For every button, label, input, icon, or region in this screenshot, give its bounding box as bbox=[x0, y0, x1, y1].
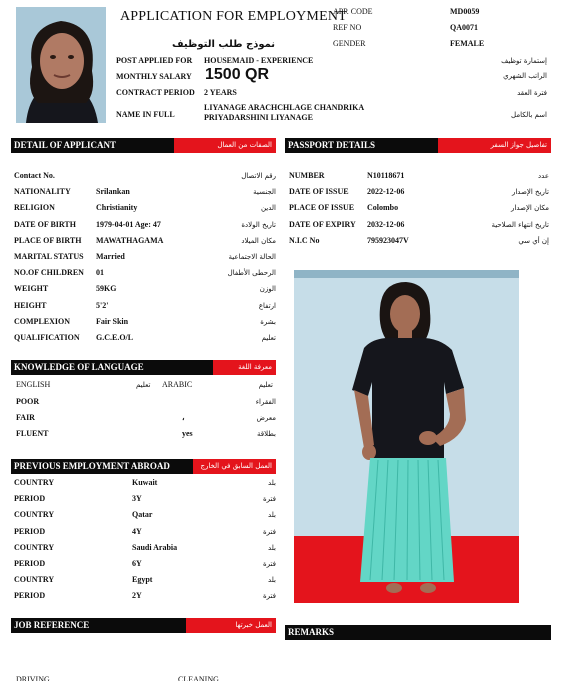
applicant-label: MARITAL STATUS bbox=[14, 252, 84, 261]
applicant-label: NO.OF CHILDREN bbox=[14, 268, 84, 278]
name-label-arabic: اسم بالكامل bbox=[511, 111, 547, 119]
employment-label-arabic: بلد bbox=[268, 511, 276, 520]
passport-row bbox=[289, 235, 549, 248]
applicant-label-arabic: بشرة bbox=[260, 317, 276, 326]
salary-label-arabic: الراتب الشهري bbox=[503, 72, 547, 80]
skills-driving-label: DRIVING bbox=[16, 675, 50, 681]
portrait-figure bbox=[16, 7, 106, 123]
passport-label-arabic: عدد bbox=[538, 172, 549, 180]
applicant-row bbox=[14, 316, 276, 329]
applicant-label: NATIONALITY bbox=[14, 187, 71, 197]
applicant-row bbox=[14, 186, 276, 199]
applicant-value: 1979-04-01 Age: 47 bbox=[96, 219, 161, 229]
applicant-label: QUALIFICATION bbox=[14, 333, 80, 342]
passport-value: 2022-12-06 bbox=[367, 187, 405, 197]
applicant-row bbox=[14, 219, 276, 232]
applicant-label-arabic: الجنسية bbox=[253, 188, 276, 197]
passport-label: N.I.C No bbox=[289, 235, 320, 245]
language-heading: KNOWLEDGE OF LANGUAGE bbox=[14, 362, 144, 372]
applicant-value: 01 bbox=[96, 268, 104, 278]
language-label: FAIR bbox=[16, 413, 35, 422]
passport-label-arabic: إن أي سي bbox=[518, 236, 549, 245]
employment-label-arabic: فترة bbox=[263, 560, 276, 568]
employment-label: COUNTRY bbox=[14, 575, 55, 585]
language-value: yes bbox=[182, 429, 193, 438]
employment-label-arabic: بلد bbox=[268, 576, 276, 585]
language-label: POOR bbox=[16, 397, 40, 406]
post-value: HOUSEMAID - EXPERIENCE bbox=[204, 56, 314, 65]
language-label-arabic: معرض bbox=[256, 414, 276, 422]
applicant-value: Christianity bbox=[96, 203, 138, 213]
passport-value: N10118671 bbox=[367, 171, 405, 180]
app-code-label: APP. CODE bbox=[333, 7, 373, 16]
post-label-arabic: إستمارة توظيف bbox=[501, 57, 547, 65]
employment-label-arabic: فترة bbox=[263, 495, 276, 504]
job-reference-heading: JOB REFERENCE bbox=[14, 620, 90, 630]
applicant-label-arabic: ارتفاع bbox=[258, 301, 276, 310]
employment-row bbox=[14, 558, 276, 571]
portrait-photo bbox=[16, 7, 106, 123]
language-section-header bbox=[11, 360, 276, 375]
language-value: ، bbox=[182, 413, 185, 422]
employment-value: 3Y bbox=[132, 494, 142, 504]
applicant-label-arabic: مكان الميلاد bbox=[241, 236, 276, 245]
salary-label: MONTHLY SALARY bbox=[116, 72, 192, 81]
full-body-photo bbox=[294, 270, 519, 603]
form-title: APPLICATION FOR EMPLOYMENT bbox=[120, 9, 347, 24]
applicant-label: PLACE OF BIRTH bbox=[14, 235, 82, 245]
employment-row bbox=[14, 590, 276, 603]
employment-row bbox=[14, 509, 276, 522]
gender-label: GENDER bbox=[333, 39, 366, 48]
applicant-label-arabic: تاريخ الولادة bbox=[241, 220, 276, 229]
employment-value: Egypt bbox=[132, 575, 153, 585]
employment-row bbox=[14, 526, 276, 539]
employment-row bbox=[14, 493, 276, 506]
employment-section-header bbox=[11, 459, 276, 474]
passport-value: Colombo bbox=[367, 203, 399, 213]
applicant-row bbox=[14, 251, 276, 264]
applicant-label: COMPLEXION bbox=[14, 316, 70, 326]
employment-value: Qatar bbox=[132, 510, 153, 520]
skills-cleaning-label: CLEANING bbox=[178, 675, 219, 681]
language-row bbox=[16, 396, 276, 409]
applicant-label: DATE OF BIRTH bbox=[14, 219, 76, 229]
passport-label: NUMBER bbox=[289, 171, 325, 180]
employment-row bbox=[14, 542, 276, 555]
employment-label-arabic: بلد bbox=[268, 479, 276, 487]
applicant-section-header bbox=[11, 138, 276, 153]
name-line-2: PRIYADARSHINI LIYANAGE bbox=[204, 113, 313, 122]
language-label: FLUENT bbox=[16, 429, 49, 438]
employment-value: Kuwait bbox=[132, 478, 158, 487]
applicant-value: Married bbox=[96, 252, 125, 261]
language-heading-arabic: معرفة اللغة bbox=[238, 363, 272, 371]
employment-label: PERIOD bbox=[14, 494, 46, 504]
applicant-row bbox=[14, 235, 276, 248]
employment-label: PERIOD bbox=[14, 591, 46, 601]
employment-label: PERIOD bbox=[14, 526, 46, 536]
form-title-arabic: نموذج طلب التوظيف bbox=[172, 39, 276, 50]
applicant-row bbox=[14, 202, 276, 215]
passport-label-arabic: مكان الإصدار bbox=[511, 204, 549, 213]
job-reference-heading-arabic: العمل خبرتها bbox=[235, 621, 272, 629]
employment-heading: PREVIOUS EMPLOYMENT ABROAD bbox=[14, 461, 170, 471]
applicant-row bbox=[14, 267, 276, 280]
applicant-label: WEIGHT bbox=[14, 284, 49, 294]
employment-value: 6Y bbox=[132, 559, 142, 568]
applicant-label: Contact No. bbox=[14, 171, 55, 180]
passport-label-arabic: تاريخ انتهاء الصلاحية bbox=[491, 220, 549, 229]
applicant-label: RELIGION bbox=[14, 203, 55, 213]
employment-row bbox=[14, 477, 276, 490]
post-label: POST APPLIED FOR bbox=[116, 56, 193, 65]
employment-row bbox=[14, 574, 276, 587]
passport-section-header bbox=[285, 138, 551, 153]
language-row bbox=[16, 412, 276, 425]
language-arabic-arabic: تعليم bbox=[258, 381, 273, 389]
applicant-row bbox=[14, 283, 276, 296]
applicant-label-arabic: رقم الاتصال bbox=[241, 172, 276, 180]
passport-label: DATE OF EXPIRY bbox=[289, 219, 356, 229]
contract-value: 2 YEARS bbox=[204, 88, 237, 97]
passport-heading: PASSPORT DETAILS bbox=[288, 140, 375, 150]
passport-value: 795923047V bbox=[367, 235, 409, 245]
salary-value: 1500 QR bbox=[205, 66, 270, 83]
applicant-label: HEIGHT bbox=[14, 300, 47, 310]
gender-value: FEMALE bbox=[450, 39, 485, 48]
passport-row bbox=[289, 170, 549, 183]
applicant-value: 59KG bbox=[96, 284, 117, 294]
applicant-value: Srilankan bbox=[96, 187, 130, 197]
passport-label: PLACE OF ISSUE bbox=[289, 203, 355, 213]
applicant-value: 5'2' bbox=[96, 300, 109, 310]
applicant-heading-arabic: الصفات من العمال bbox=[217, 141, 272, 149]
remarks-section-header bbox=[285, 625, 551, 640]
employment-value: Saudi Arabia bbox=[132, 542, 178, 552]
passport-value: 2032-12-06 bbox=[367, 219, 405, 229]
app-code-value: MD0059 bbox=[450, 7, 480, 16]
language-label-arabic: الفقراء bbox=[255, 398, 276, 406]
applicant-label-arabic: الوزن bbox=[259, 285, 276, 294]
employment-label: COUNTRY bbox=[14, 510, 55, 520]
name-label: NAME IN FULL bbox=[116, 110, 175, 119]
ref-no-label: REF NO bbox=[333, 23, 362, 32]
language-english-label: ENGLISH bbox=[16, 380, 51, 389]
employment-label-arabic: فترة bbox=[263, 527, 276, 536]
language-label-arabic: بطلاقة bbox=[257, 430, 276, 438]
passport-row bbox=[289, 202, 549, 215]
applicant-heading: DETAIL OF APPLICANT bbox=[14, 140, 117, 150]
employment-value: 2Y bbox=[132, 591, 142, 601]
applicant-label-arabic: الدين bbox=[260, 204, 276, 213]
applicant-value: G.C.E.O/L bbox=[96, 333, 134, 342]
employment-label-arabic: فترة bbox=[263, 592, 276, 601]
language-english-arabic: تعليم bbox=[136, 381, 151, 389]
employment-label: PERIOD bbox=[14, 559, 46, 568]
employment-label-arabic: بلد bbox=[268, 543, 276, 552]
name-line-1: LIYANAGE ARACHCHLAGE CHANDRIKA bbox=[204, 103, 365, 112]
passport-row bbox=[289, 186, 549, 199]
applicant-label-arabic: الرحطى الأطفال bbox=[227, 269, 276, 278]
employment-label: COUNTRY bbox=[14, 542, 55, 552]
passport-label: DATE OF ISSUE bbox=[289, 187, 349, 197]
contract-label-arabic: فترة العقد bbox=[517, 89, 547, 97]
language-arabic-label: ARABIC bbox=[162, 380, 193, 389]
applicant-label-arabic: تعليم bbox=[261, 334, 276, 342]
passport-row bbox=[289, 219, 549, 232]
employment-label: COUNTRY bbox=[14, 478, 55, 487]
full-body-figure bbox=[294, 270, 519, 603]
ref-no-value: QA0071 bbox=[450, 23, 478, 32]
employment-heading-arabic: العمل السابق في الخارج bbox=[200, 462, 272, 470]
applicant-label-arabic: الحالة الاجتماعية bbox=[228, 253, 276, 261]
applicant-value: MAWATHAGAMA bbox=[96, 235, 164, 245]
applicant-row bbox=[14, 170, 276, 183]
language-row bbox=[16, 428, 276, 441]
passport-label-arabic: تاريخ الإصدار bbox=[511, 188, 549, 197]
job-reference-section-header bbox=[11, 618, 276, 633]
employment-value: 4Y bbox=[132, 526, 142, 536]
applicant-row bbox=[14, 332, 276, 345]
passport-heading-arabic: تفاصيل جواز السفر bbox=[490, 141, 547, 149]
remarks-heading: REMARKS bbox=[288, 627, 335, 637]
applicant-value: Fair Skin bbox=[96, 316, 129, 326]
contract-label: CONTRACT PERIOD bbox=[116, 88, 195, 97]
applicant-row bbox=[14, 300, 276, 313]
